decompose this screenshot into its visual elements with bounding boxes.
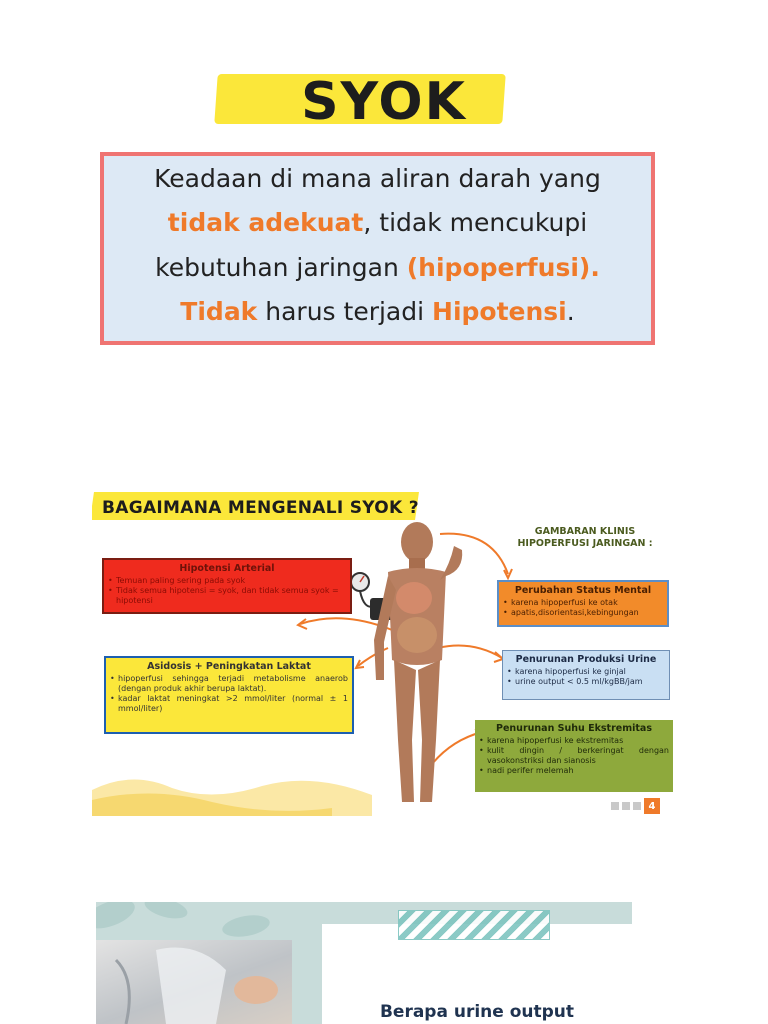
hipotensi-item: • Temuan paling sering pada syok: [108, 576, 346, 586]
asidosis-laktat-box: [104, 656, 354, 734]
definition-line-3: [104, 253, 651, 282]
slide-urine-output: [96, 902, 632, 1024]
suhu-item: • kulit dingin / berkeringat dengan vasokonstriksi dan sianosis: [479, 746, 669, 766]
page-number: 4: [644, 798, 660, 814]
definition-line-2-rest: , tidak mencukupi: [363, 208, 588, 237]
highlight-tidak-adekuat: tidak adekuat: [167, 208, 364, 237]
urine-bag-photo: [96, 940, 292, 1024]
urine-output-question: Berapa urine output: [379, 1002, 575, 1022]
hipotensi-item: • Tidak semua hipotensi = syok, dan tidak semua syok = hipotensi: [108, 586, 346, 606]
suhu-item: • karena hipoperfusi ke ekstremitas: [479, 736, 669, 746]
washi-tape-decoration: [398, 910, 550, 940]
definition-line-3-pre: kebutuhan jaringan: [155, 253, 407, 282]
asidosis-item: • hipoperfusi sehingga terjadi metabolisme anaerob (dengan produk akhir berupa laktat).: [110, 674, 348, 694]
asidosis-item: • kadar laktat meningkat >2 mmol/liter (normal ± 1 mmol/liter): [110, 694, 348, 714]
suhu-ekstremitas-box: [475, 720, 673, 792]
suhu-item: • nadi perifer melemah: [479, 766, 669, 776]
definition-box: [100, 152, 655, 345]
definition-line-4-mid: harus terjadi: [257, 297, 433, 326]
mental-item: • karena hipoperfusi ke otak: [503, 598, 663, 608]
status-mental-box: [497, 580, 669, 627]
pager-dot: [633, 802, 641, 810]
hipotensi-heading: Hipotensi Arterial: [179, 563, 275, 574]
gambaran-line-1: GAMBARAN KLINIS: [534, 526, 636, 537]
produksi-urine-box: [502, 650, 670, 700]
page-title: SYOK: [301, 72, 467, 132]
mental-item: • apatis,disorientasi,kebingungan: [503, 608, 663, 618]
highlight-hipotensi: Hipotensi: [432, 297, 567, 326]
slide-pager: [611, 798, 660, 814]
pager-dot: [622, 802, 630, 810]
definition-line-1: Keadaan di mana aliran darah yang: [154, 164, 601, 193]
suhu-heading: Penurunan Suhu Ekstremitas: [496, 723, 652, 734]
urine-item: • karena hipoperfusi ke ginjal: [507, 667, 665, 677]
asidosis-heading: Asidosis + Peningkatan Laktat: [147, 661, 311, 672]
slide-title: BAGAIMANA MENGENALI SYOK ?: [102, 498, 419, 518]
highlight-tidak: Tidak: [180, 297, 258, 326]
slide-mengenali-syok: [92, 490, 676, 816]
mental-heading: Perubahan Status Mental: [514, 585, 652, 596]
urine-heading: Penurunan Produksi Urine: [515, 654, 657, 665]
definition-line-2: [104, 208, 651, 237]
hand-holding-bag-image: [96, 940, 292, 1024]
urine-item: • urine output < 0.5 ml/kgBB/jam: [507, 677, 665, 687]
highlight-hipoperfusi: (hipoperfusi).: [406, 253, 600, 282]
definition-line-4-end: .: [566, 297, 575, 326]
gambaran-klinis-heading: [512, 526, 658, 551]
definition-line-4: [104, 297, 651, 326]
gambaran-line-2: HIPOPERFUSI JARINGAN :: [517, 538, 653, 550]
human-anatomy-figure: [374, 522, 462, 802]
hipotensi-arterial-box: [102, 558, 352, 614]
arrow-to-urine: [438, 646, 502, 658]
pager-dot: [611, 802, 619, 810]
